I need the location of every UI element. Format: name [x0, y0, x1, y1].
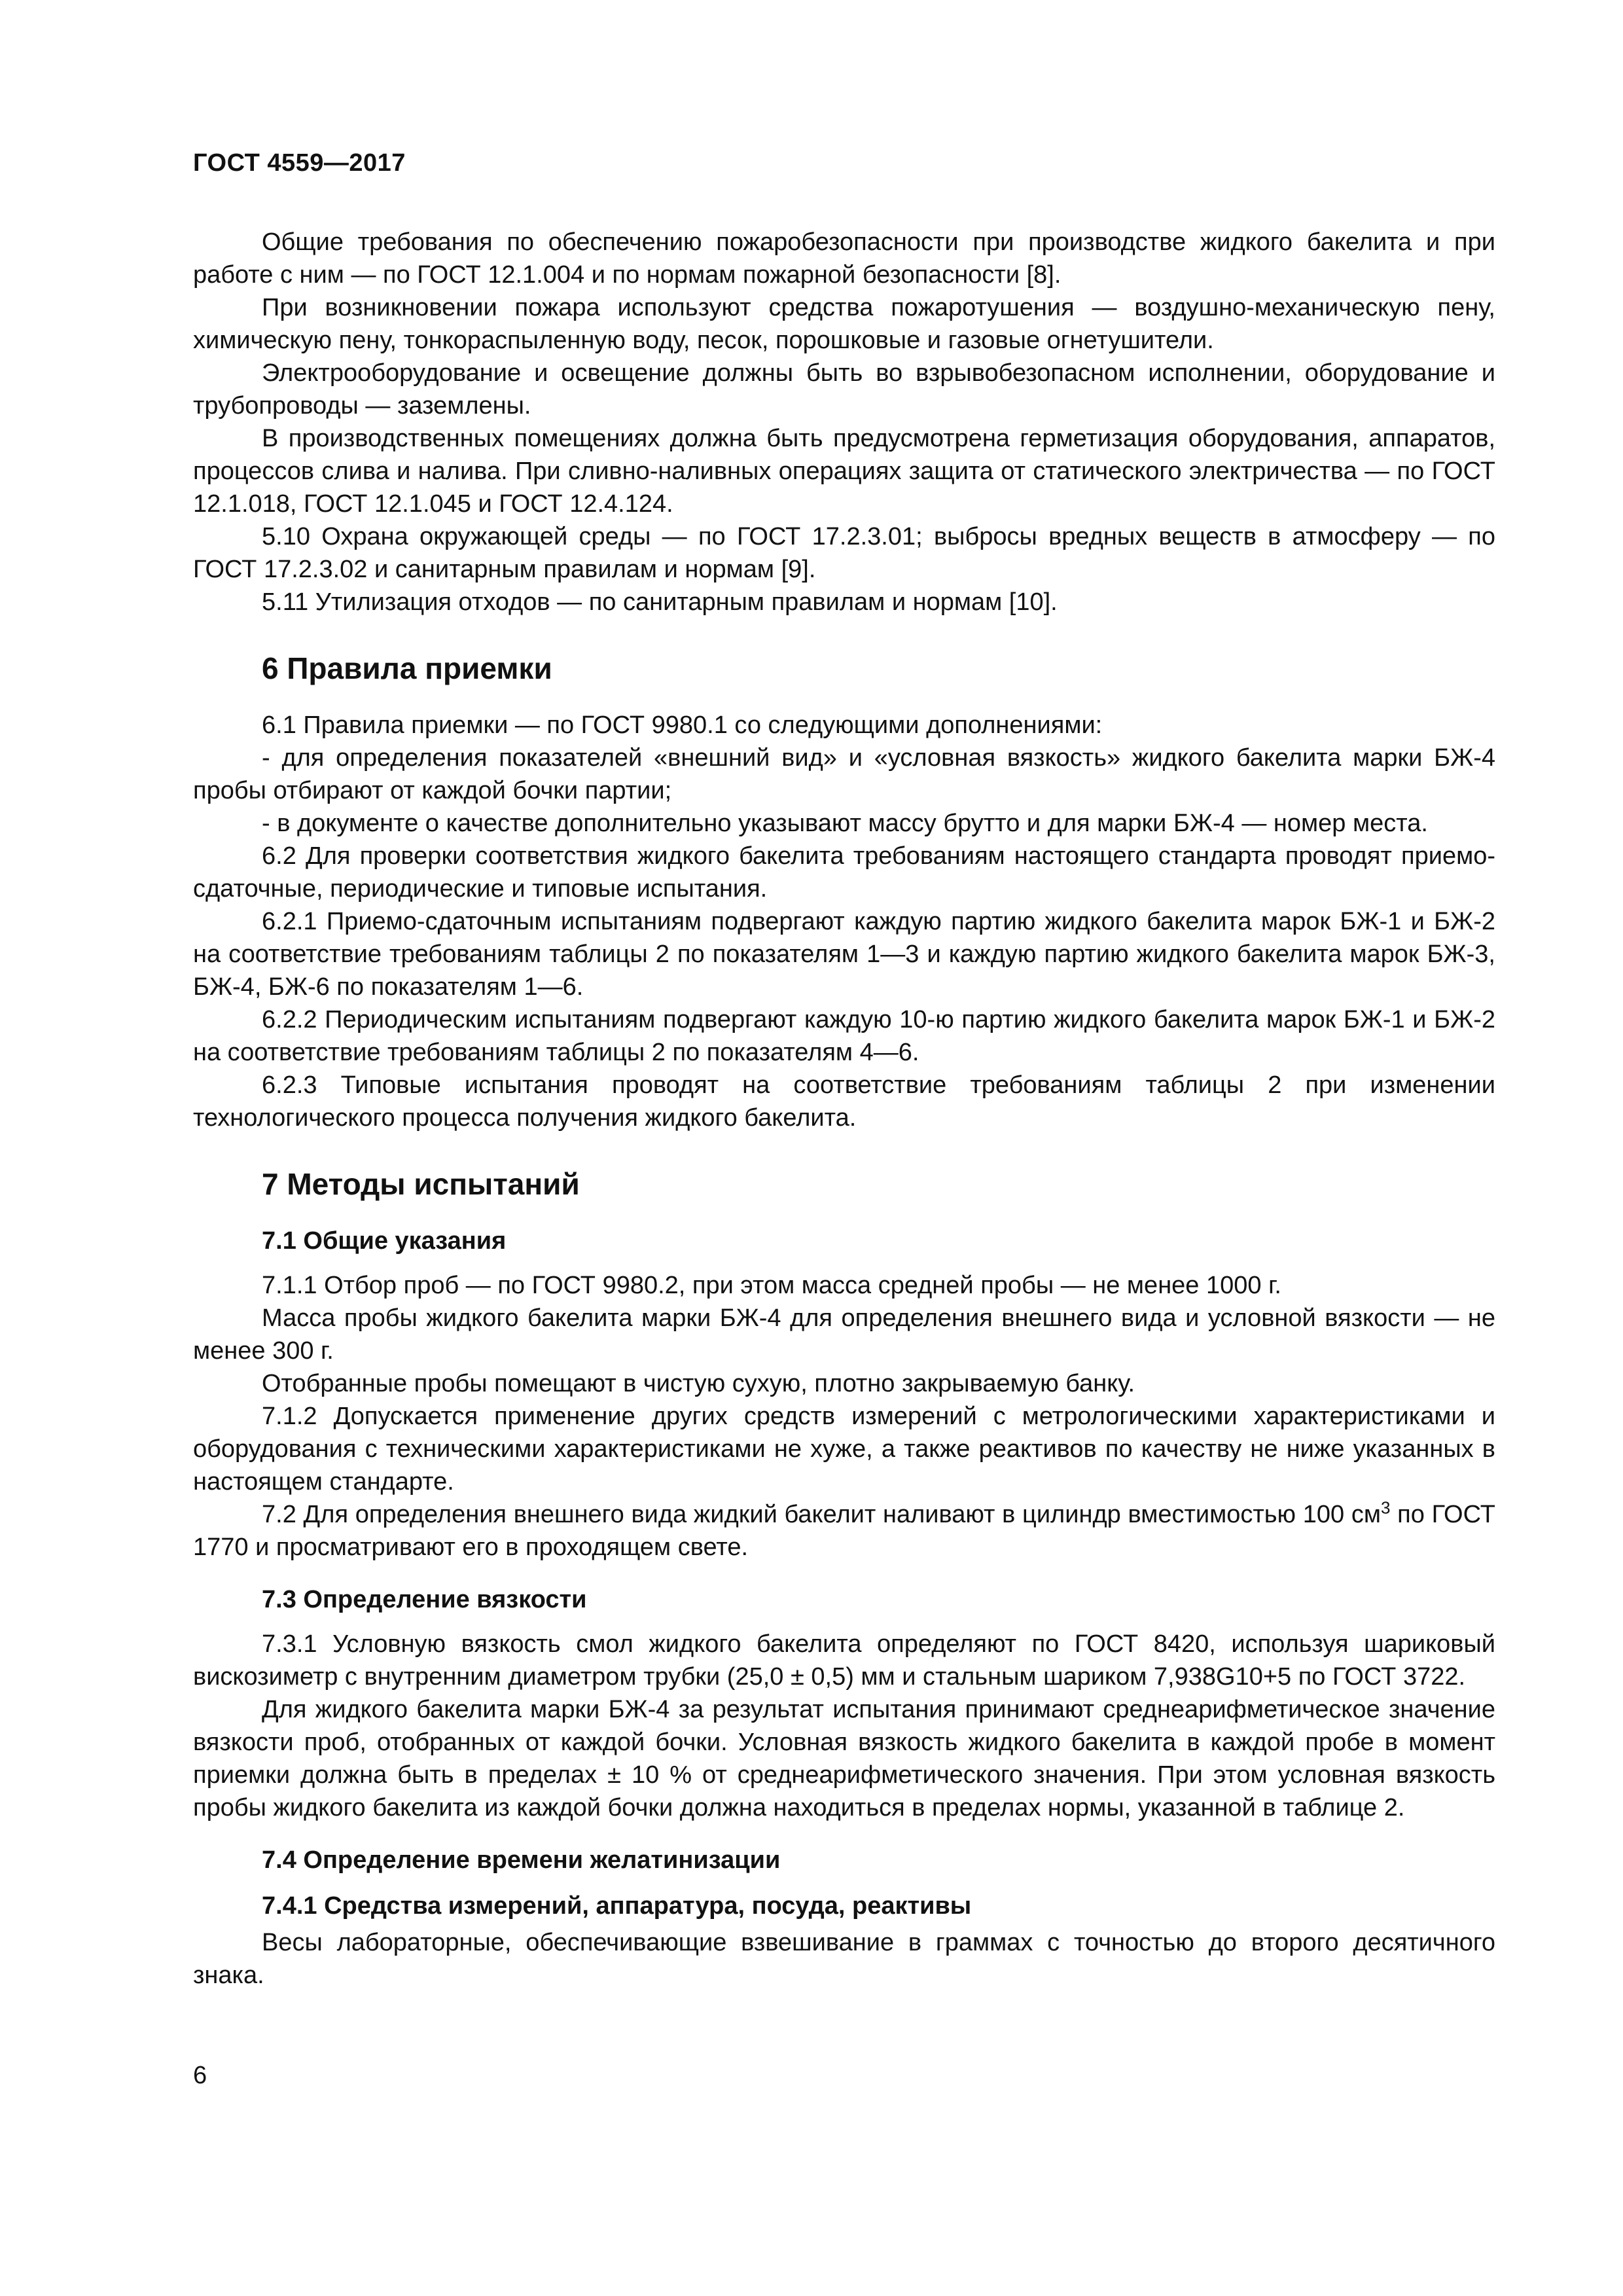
paragraph: Весы лабораторные, обеспечивающие взвешивание в граммах с точностью до второго десятичного знака.	[193, 1929, 1495, 1989]
list-item: - для определения показателей «внешний вид» и «условная вязкость» жидкого бакелита марки БЖ-4 пробы отбирают от каждой бочки партии;	[193, 744, 1495, 804]
paragraph-7-1-2: 7.1.2 Допускается применение других средств измерений с метрологическими характеристиками и оборудования с техническими характеристиками не хуже, а также реактивов по качеству не ниже указанных в настоящем стандарте.	[193, 1403, 1495, 1496]
paragraph: При возникновении пожара используют средства пожаротушения — воздушно-механическую пену, химическую пену, тонкораспыленную воду, песок, порошковые и газовые огнетушители.	[193, 294, 1495, 354]
section-heading-7: 7 Методы испытаний	[262, 1167, 580, 1201]
paragraph-6-2-2: 6.2.2 Периодическим испытаниям подвергают каждую 10-ю партию жидкого бакелита марок БЖ-1 и БЖ-2 на соответствие требованиям таблицы 2 по показателям 4—6.	[193, 1006, 1495, 1066]
paragraph-7-2-text: 7.2 Для определения внешнего вида жидкий бакелит наливают в цилиндр вместимостью 100 см	[262, 1501, 1381, 1528]
superscript: 3	[1381, 1498, 1391, 1518]
subsection-heading-7-3: 7.3 Определение вязкости	[262, 1586, 587, 1613]
paragraph-6-2-1: 6.2.1 Приемо-сдаточным испытаниям подвергают каждую партию жидкого бакелита марок БЖ-1 и БЖ-2 на соответствие требованиям таблицы 2 по показателям 1—3 и каждую партию жидкого бакелита марок БЖ-3, БЖ-4, БЖ-6 по показателям 1—6.	[193, 908, 1495, 1001]
paragraph-7-1-1: 7.1.1 Отбор проб — по ГОСТ 9980.2, при этом масса средней пробы — не менее 1000 г.	[262, 1272, 1281, 1299]
paragraph-6-1: 6.1 Правила приемки — по ГОСТ 9980.1 со следующими дополнениями:	[262, 711, 1103, 739]
page-number: 6	[193, 2062, 207, 2089]
paragraph: В производственных помещениях должна быть предусмотрена герметизация оборудования, аппаратов, процессов слива и налива. При сливно-наливных операциях защита от статического электричества — по ГОСТ 12.1.018, ГОСТ 12.1.045 и ГОСТ 12.4.124.	[193, 425, 1495, 518]
paragraph: Масса пробы жидкого бакелита марки БЖ-4 для определения внешнего вида и условной вязкости — не менее 300 г.	[193, 1304, 1495, 1365]
subsection-heading-7-4: 7.4 Определение времени желатинизации	[262, 1846, 781, 1874]
list-item: - в документе о качестве дополнительно указывают массу брутто и для марки БЖ-4 — номер места.	[262, 810, 1428, 837]
paragraph-7-3-1: 7.3.1 Условную вязкость смол жидкого бакелита определяют по ГОСТ 8420, используя шариковый вискозиметр с внутренним диаметром трубки (25,0 ± 0,5) мм и стальным шариком 7,938G10+5 по ГОСТ 3722.	[193, 1630, 1495, 1691]
document-body	[193, 226, 1495, 1992]
subsection-heading-7-1: 7.1 Общие указания	[262, 1227, 507, 1255]
document-code: ГОСТ 4559—2017	[193, 149, 406, 177]
paragraph-6-2: 6.2 Для проверки соответствия жидкого бакелита требованиям настоящего стандарта проводят приемо-сдаточные, периодические и типовые испытания.	[193, 842, 1495, 903]
paragraph: Общие требования по обеспечению пожаробезопасности при производстве жидкого бакелита и при работе с ним — по ГОСТ 12.1.004 и по нормам пожарной безопасности [8].	[193, 228, 1495, 289]
subsection-heading-7-4-1: 7.4.1 Средства измерений, аппаратура, посуда, реактивы	[262, 1892, 972, 1920]
paragraph-7-2	[193, 1498, 1495, 1564]
paragraph-5-10: 5.10 Охрана окружающей среды — по ГОСТ 17.2.3.01; выбросы вредных веществ в атмосферу — по ГОСТ 17.2.3.02 и санитарным правилам и нормам [9].	[193, 523, 1495, 583]
section-heading-6: 6 Правила приемки	[262, 651, 552, 685]
paragraph-7-2-tail: по ГОСТ 1770 и просматривают его в проходящем свете.	[193, 1501, 1495, 1561]
paragraph-6-2-3: 6.2.3 Типовые испытания проводят на соответствие требованиям таблицы 2 при изменении технологического процесса получения жидкого бакелита.	[193, 1071, 1495, 1132]
paragraph-5-11: 5.11 Утилизация отходов — по санитарным правилам и нормам [10].	[262, 588, 1058, 616]
paragraph: Для жидкого бакелита марки БЖ-4 за результат испытания принимают среднеарифметическое значение вязкости проб, отобранных от каждой бочки. Условная вязкость жидкого бакелита в каждой пробе в момент приемки должна быть в пределах ± 10 % от среднеарифметического значения. При этом условная вязкость пробы жидкого бакелита из каждой бочки должна находиться в пределах нормы, указанной в таблице 2.	[193, 1696, 1495, 1821]
paragraph: Отобранные пробы помещают в чистую сухую, плотно закрываемую банку.	[262, 1370, 1135, 1397]
paragraph: Электрооборудование и освещение должны быть во взрывобезопасном исполнении, оборудование и трубопроводы — заземлены.	[193, 359, 1495, 420]
